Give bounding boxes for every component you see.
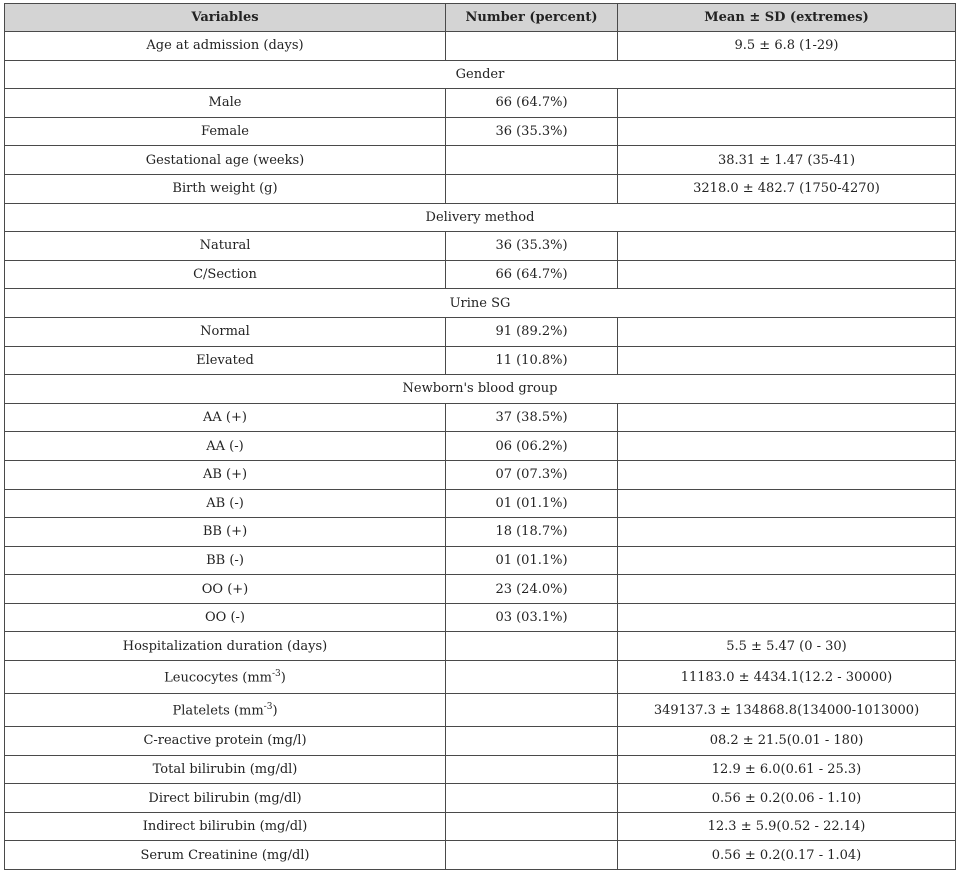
variable-label-suffix: ): [280, 670, 286, 686]
mean-sd-cell: 12.9 ± 6.0(0.61 - 25.3): [618, 755, 956, 784]
variable-cell: Age at admission (days): [5, 32, 446, 61]
variable-cell: Direct bilirubin (mg/dl): [5, 784, 446, 813]
number-percent-cell: [446, 32, 618, 61]
variable-cell: AB (+): [5, 460, 446, 489]
number-percent-cell: [446, 146, 618, 175]
number-percent-cell: 18 (18.7%): [446, 518, 618, 547]
section-label: Newborn's blood group: [5, 375, 956, 404]
mean-sd-cell: [618, 518, 956, 547]
table-row: [5, 518, 956, 547]
number-percent-cell: [446, 632, 618, 661]
table-row: [5, 346, 956, 375]
number-percent-cell: [446, 661, 618, 694]
variable-cell: Male: [5, 89, 446, 118]
section-row: [5, 289, 956, 318]
mean-sd-cell: [618, 117, 956, 146]
table-row: [5, 632, 956, 661]
table-row: [5, 546, 956, 575]
mean-sd-cell: 3218.0 ± 482.7 (1750-4270): [618, 174, 956, 203]
mean-sd-cell: [618, 260, 956, 289]
table-row: [5, 260, 956, 289]
variable-cell: [5, 694, 446, 727]
table-row: [5, 489, 956, 518]
variable-cell: AA (-): [5, 432, 446, 461]
table-body: [5, 32, 956, 870]
number-percent-cell: 66 (64.7%): [446, 89, 618, 118]
header-mean-sd: Mean ± SD (extremes): [618, 4, 956, 32]
number-percent-cell: [446, 727, 618, 756]
number-percent-cell: [446, 812, 618, 841]
number-percent-cell: [446, 694, 618, 727]
mean-sd-cell: 12.3 ± 5.9(0.52 - 22.14): [618, 812, 956, 841]
variable-cell: C-reactive protein (mg/l): [5, 727, 446, 756]
mean-sd-cell: 0.56 ± 0.2(0.17 - 1.04): [618, 841, 956, 870]
mean-sd-cell: 0.56 ± 0.2(0.06 - 1.10): [618, 784, 956, 813]
table-row: [5, 174, 956, 203]
unit-exponent: -3: [263, 701, 273, 712]
table-row: [5, 403, 956, 432]
variable-cell: OO (+): [5, 575, 446, 604]
variable-cell: Natural: [5, 232, 446, 261]
number-percent-cell: 36 (35.3%): [446, 117, 618, 146]
unit-exponent: -3: [272, 668, 281, 679]
table-row: [5, 575, 956, 604]
mean-sd-cell: [618, 460, 956, 489]
table-header-row: [5, 4, 956, 32]
variable-cell: Gestational age (weeks): [5, 146, 446, 175]
mean-sd-cell: [618, 403, 956, 432]
mean-sd-cell: 9.5 ± 6.8 (1-29): [618, 32, 956, 61]
variable-cell: Serum Creatinine (mg/dl): [5, 841, 446, 870]
table-row: [5, 317, 956, 346]
section-label: Urine SG: [5, 289, 956, 318]
variable-cell: Elevated: [5, 346, 446, 375]
variable-cell: AA (+): [5, 403, 446, 432]
variable-cell: OO (-): [5, 603, 446, 632]
section-row: [5, 60, 956, 89]
table-row: [5, 603, 956, 632]
table-row: [5, 146, 956, 175]
mean-sd-cell: [618, 346, 956, 375]
table-row: [5, 694, 956, 727]
number-percent-cell: 66 (64.7%): [446, 260, 618, 289]
number-percent-cell: [446, 755, 618, 784]
mean-sd-cell: [618, 575, 956, 604]
variable-cell: AB (-): [5, 489, 446, 518]
table-row: [5, 841, 956, 870]
section-row: [5, 375, 956, 404]
table-row: [5, 89, 956, 118]
table-row: [5, 32, 956, 61]
mean-sd-cell: [618, 317, 956, 346]
variable-label: Platelets (mm: [172, 703, 264, 719]
variable-cell: BB (-): [5, 546, 446, 575]
variable-cell: BB (+): [5, 518, 446, 547]
table-row: [5, 784, 956, 813]
table-row: [5, 432, 956, 461]
table-row: [5, 812, 956, 841]
mean-sd-cell: 38.31 ± 1.47 (35-41): [618, 146, 956, 175]
number-percent-cell: 91 (89.2%): [446, 317, 618, 346]
number-percent-cell: 23 (24.0%): [446, 575, 618, 604]
mean-sd-cell: [618, 489, 956, 518]
table-row: [5, 661, 956, 694]
table-row: [5, 755, 956, 784]
table-row: [5, 117, 956, 146]
number-percent-cell: 11 (10.8%): [446, 346, 618, 375]
table-row: [5, 232, 956, 261]
mean-sd-cell: [618, 546, 956, 575]
number-percent-cell: [446, 784, 618, 813]
variable-cell: Total bilirubin (mg/dl): [5, 755, 446, 784]
number-percent-cell: 01 (01.1%): [446, 546, 618, 575]
mean-sd-cell: [618, 603, 956, 632]
variable-label-suffix: ): [272, 703, 278, 719]
variable-cell: Normal: [5, 317, 446, 346]
number-percent-cell: 03 (03.1%): [446, 603, 618, 632]
number-percent-cell: 07 (07.3%): [446, 460, 618, 489]
mean-sd-cell: [618, 89, 956, 118]
section-label: Delivery method: [5, 203, 956, 232]
mean-sd-cell: 349137.3 ± 134868.8(134000-1013000): [618, 694, 956, 727]
number-percent-cell: [446, 841, 618, 870]
mean-sd-cell: 11183.0 ± 4434.1(12.2 - 30000): [618, 661, 956, 694]
variable-cell: Birth weight (g): [5, 174, 446, 203]
number-percent-cell: 37 (38.5%): [446, 403, 618, 432]
number-percent-cell: 01 (01.1%): [446, 489, 618, 518]
header-number-percent: Number (percent): [446, 4, 618, 32]
number-percent-cell: 06 (06.2%): [446, 432, 618, 461]
section-label: Gender: [5, 60, 956, 89]
mean-sd-cell: [618, 432, 956, 461]
variable-cell: Indirect bilirubin (mg/dl): [5, 812, 446, 841]
mean-sd-cell: 5.5 ± 5.47 (0 - 30): [618, 632, 956, 661]
mean-sd-cell: [618, 232, 956, 261]
variable-label: Leucocytes (mm: [164, 670, 273, 686]
variable-cell: Female: [5, 117, 446, 146]
header-variables: Variables: [5, 4, 446, 32]
number-percent-cell: 36 (35.3%): [446, 232, 618, 261]
section-row: [5, 203, 956, 232]
table-row: [5, 727, 956, 756]
number-percent-cell: [446, 174, 618, 203]
table-row: [5, 460, 956, 489]
variable-cell: [5, 661, 446, 694]
variable-cell: C/Section: [5, 260, 446, 289]
patient-characteristics-table: [4, 3, 956, 870]
mean-sd-cell: 08.2 ± 21.5(0.01 - 180): [618, 727, 956, 756]
variable-cell: Hospitalization duration (days): [5, 632, 446, 661]
